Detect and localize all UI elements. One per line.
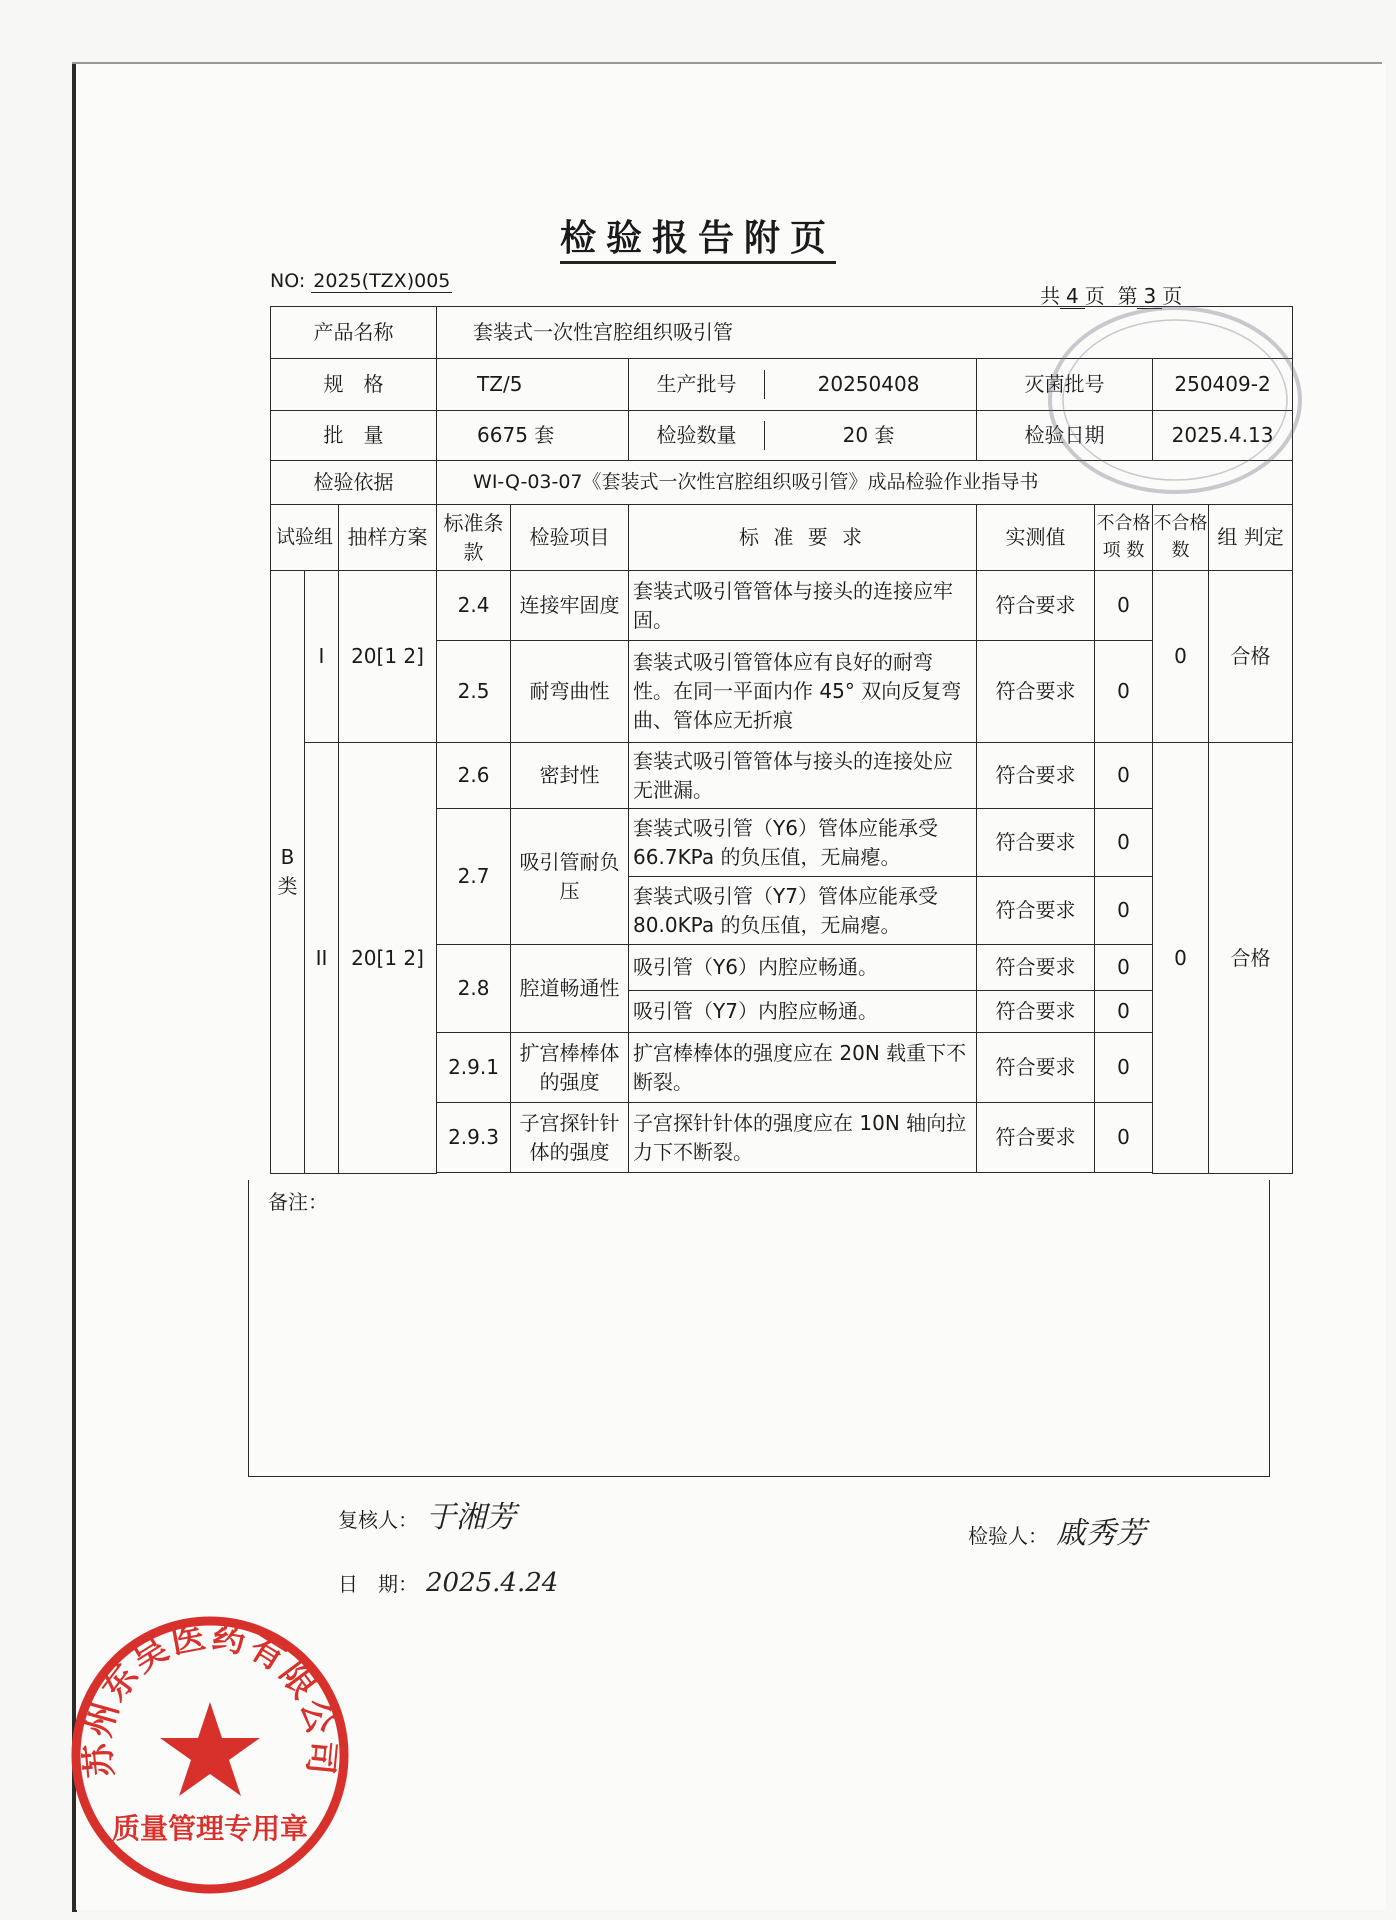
group-sampling: 20[1 2]: [339, 571, 437, 743]
basis-value: WI-Q-03-07《套装式一次性宫腔组织吸引管》成品检验作业指导书: [437, 461, 1293, 505]
col-group: 试验组: [271, 505, 339, 571]
requirement-cell: 套装式吸引管管体与接头的连接处应无泄漏。: [629, 743, 977, 809]
group-sampling: 20[1 2]: [339, 743, 437, 1174]
requirement-cell: 扩宫棒棒体的强度应在 20N 载重下不断裂。: [629, 1033, 977, 1103]
batch-value: 6675 套: [437, 411, 629, 461]
clause-cell: 2.8: [437, 945, 511, 1033]
page-title: 检验报告附页: [0, 210, 1396, 261]
steril-lot-label: 灭菌批号: [977, 359, 1153, 411]
product-name: 套装式一次性宫腔组织吸引管: [437, 307, 1293, 359]
date-signature: 2025.4.24: [426, 1568, 559, 1598]
col-clause: 标准条款: [437, 505, 511, 571]
inspector-signature: 戚秀芳: [1056, 1516, 1146, 1551]
col-judgement: 组 判定: [1209, 505, 1293, 571]
inspect-date-value: 2025.4.13: [1153, 411, 1293, 461]
measured-cell: 符合要求: [977, 641, 1095, 743]
spec-value: TZ/5: [437, 359, 629, 411]
col-nonconf-items: 不合格项 数: [1095, 505, 1153, 571]
page-info: 共 4 页 第 3 页: [1040, 284, 1183, 308]
nonconf-cell: 0: [1095, 571, 1153, 641]
group-judgement: 合格: [1209, 571, 1293, 743]
remarks-label: 备注：: [268, 1190, 328, 1214]
date-line: [338, 1568, 558, 1598]
date-label: 日 期：: [338, 1572, 418, 1596]
measured-cell: 符合要求: [977, 991, 1095, 1033]
measured-cell: 符合要求: [977, 945, 1095, 991]
nonconf-cell: 0: [1095, 1103, 1153, 1173]
clause-cell: 2.9.3: [437, 1103, 511, 1173]
item-cell: 腔道畅通性: [511, 945, 629, 1033]
measured-cell: 符合要求: [977, 877, 1095, 945]
inspect-qty-label: 检验数量: [629, 421, 765, 450]
clause-cell: 2.9.1: [437, 1033, 511, 1103]
item-cell: 吸引管耐负压: [511, 809, 629, 945]
measured-cell: 符合要求: [977, 571, 1095, 641]
col-item: 检验项目: [511, 505, 629, 571]
measured-cell: 符合要求: [977, 743, 1095, 809]
nonconf-cell: 0: [1095, 991, 1153, 1033]
remarks-box: [248, 1180, 1270, 1477]
group-nonconf-count: 0: [1153, 571, 1209, 743]
measured-cell: 符合要求: [977, 1033, 1095, 1103]
inspector-label: 检验人：: [968, 1524, 1048, 1548]
nonconf-cell: 0: [1095, 877, 1153, 945]
product-name-label: 产品名称: [271, 307, 437, 359]
company-seal: [65, 1610, 355, 1900]
reviewer-signature: 于湘芳: [426, 1500, 516, 1535]
item-cell: 子宫探针针体的强度: [511, 1103, 629, 1173]
col-nonconf-count: 不合格数: [1153, 505, 1209, 571]
nonconf-cell: 0: [1095, 641, 1153, 743]
requirement-cell: 吸引管（Y7）内腔应畅通。: [629, 991, 977, 1033]
inspect-date-label: 检验日期: [977, 411, 1153, 461]
requirement-cell: 吸引管（Y6）内腔应畅通。: [629, 945, 977, 991]
clause-cell: 2.7: [437, 809, 511, 945]
reviewer-label: 复核人：: [338, 1508, 418, 1532]
lot-value: 20250408: [817, 372, 920, 396]
seal-subtext: 质量管理专用章: [111, 1812, 309, 1845]
star-icon: [160, 1702, 260, 1796]
inspect-qty-value: 20 套: [842, 423, 895, 447]
group-id: I: [305, 571, 339, 743]
clause-cell: 2.4: [437, 571, 511, 641]
lot-label: 生产批号: [629, 370, 765, 399]
steril-lot-value: 250409-2: [1153, 359, 1293, 411]
measured-cell: 符合要求: [977, 809, 1095, 877]
item-cell: 扩宫棒棒体的强度: [511, 1033, 629, 1103]
requirement-cell: 套装式吸引管管体应有良好的耐弯性。在同一平面内作 45° 双向反复弯曲、管体应无折痕: [629, 641, 977, 743]
clause-cell: 2.5: [437, 641, 511, 743]
requirement-cell: 套装式吸引管（Y6）管体应能承受66.7KPa 的负压值，无扁瘪。: [629, 809, 977, 877]
item-cell: 密封性: [511, 743, 629, 809]
nonconf-cell: 0: [1095, 945, 1153, 991]
col-sampling: 抽样方案: [339, 505, 437, 571]
item-cell: 耐弯曲性: [511, 641, 629, 743]
basis-label: 检验依据: [271, 461, 437, 505]
category-cell: B类: [271, 571, 305, 1174]
clause-cell: 2.6: [437, 743, 511, 809]
group-nonconf-count: 0: [1153, 743, 1209, 1174]
spec-label: 规 格: [271, 359, 437, 411]
table-row: [271, 571, 1293, 641]
batch-label: 批 量: [271, 411, 437, 461]
nonconf-cell: 0: [1095, 743, 1153, 809]
table-row: [271, 743, 1293, 809]
scan-edge-top: [72, 62, 1382, 64]
requirement-cell: 子宫探针针体的强度应在 10N 轴向拉力下不断裂。: [629, 1103, 977, 1173]
requirement-cell: 套装式吸引管管体与接头的连接应牢固。: [629, 571, 977, 641]
reviewer: [338, 1492, 516, 1536]
requirement-cell: 套装式吸引管（Y7）管体应能承受80.0KPa 的负压值，无扁瘪。: [629, 877, 977, 945]
doc-number: NO: 2025(TZX)005: [270, 270, 451, 292]
item-cell: 连接牢固度: [511, 571, 629, 641]
nonconf-cell: 0: [1095, 1033, 1153, 1103]
measured-cell: 符合要求: [977, 1103, 1095, 1173]
nonconf-cell: 0: [1095, 809, 1153, 877]
group-id: II: [305, 743, 339, 1174]
col-requirement: 标 准 要 求: [629, 505, 977, 571]
inspector: [968, 1508, 1146, 1552]
seal-text: 苏州东吴医药有限公司: [77, 1616, 343, 1780]
group-judgement: 合格: [1209, 743, 1293, 1174]
col-measured: 实测值: [977, 505, 1095, 571]
inspection-stamp: [1040, 300, 1310, 500]
